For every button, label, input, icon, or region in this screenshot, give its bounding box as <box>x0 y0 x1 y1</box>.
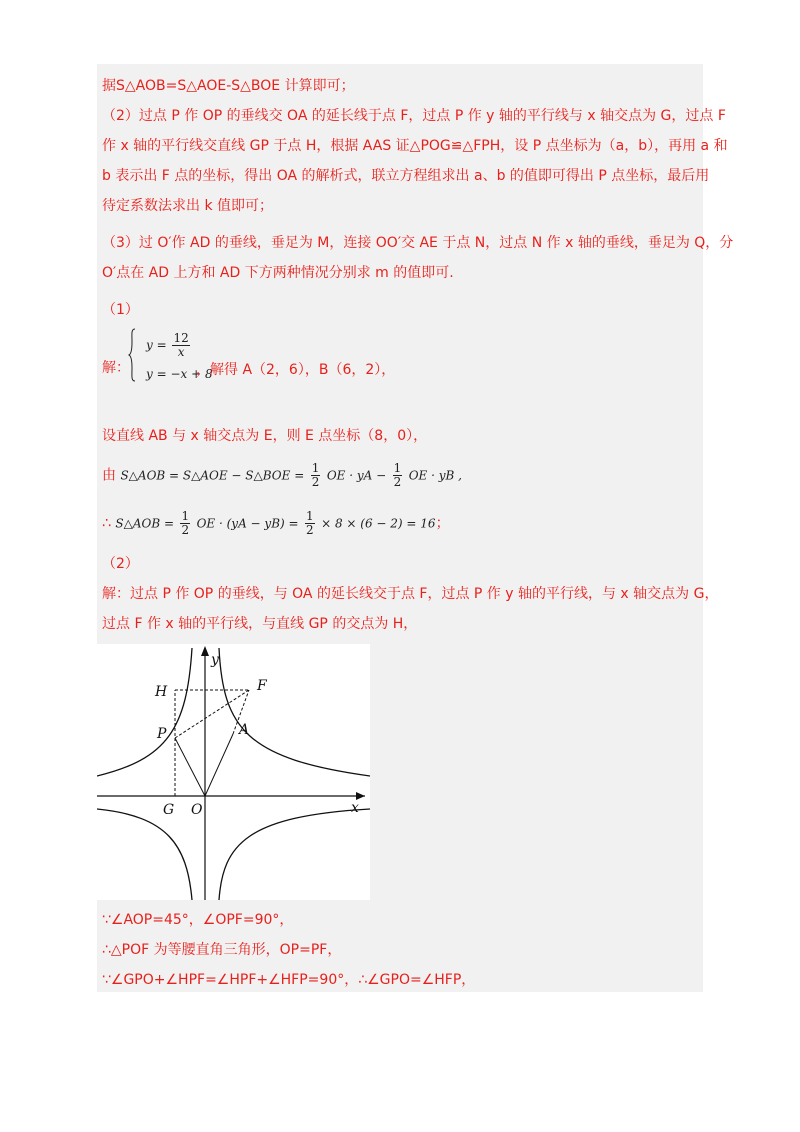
hyperbola-lower-left <box>97 809 192 900</box>
label-P: P <box>157 726 167 742</box>
x-axis-arrow-icon <box>356 792 365 800</box>
text-line-8: （1） <box>102 302 139 318</box>
text-line-6: （3）过 O′作 AD 的垂线，垂足为 M，连接 OO′交 AE 于点 N，过点 N 作 x 轴的垂线，垂足为 Q，分 <box>102 235 734 251</box>
equation-1: y = $\frac{12}{x}$ <box>146 331 189 359</box>
solution-result: ，解得 A（2，6），B（6，2）， <box>196 362 396 378</box>
text-line-13: （2） <box>102 556 139 572</box>
label-A: A <box>239 722 250 738</box>
text-line-1: 据S△AOB=S△AOE-S△BOE 计算即可； <box>102 78 355 94</box>
solution-prefix: 解： <box>102 360 130 376</box>
y-axis-arrow-icon <box>201 646 209 656</box>
label-F: F <box>257 678 267 694</box>
text-line-7: O′点在 AD 上方和 AD 下方两种情况分别求 m 的值即可. <box>102 265 454 281</box>
label-y: y <box>211 652 219 668</box>
text-line-16: ∵∠AOP=45°，∠OPF=90°， <box>102 912 294 928</box>
text-line-18: ∵∠GPO+∠HPF=∠HPF+∠HFP=90°，∴∠GPO=∠HFP， <box>102 972 476 988</box>
segment-OP <box>175 738 205 796</box>
hyperbola-upper-left <box>97 648 192 776</box>
text-line-17: ∴△POF 为等腰直角三角形，OP=PF， <box>102 942 342 958</box>
text-line-15: 过点 F 作 x 轴的平行线，与直线 GP 的交点为 H， <box>102 616 418 632</box>
brace-icon <box>128 328 136 382</box>
hyperbola-upper-right <box>219 648 370 776</box>
geometry-figure <box>97 644 370 900</box>
text-line-5: 待定系数法求出 k 值即可； <box>102 198 274 214</box>
hyperbola-lower-right <box>219 809 370 900</box>
area-equation-1: 由 S△AOB = S△AOE − S△BOE = $\frac{1}{2}$ OE · yA − $\frac{1}{2}$ OE · yB , <box>102 461 462 489</box>
text-line-2: （2）过点 P 作 OP 的垂线交 OA 的延长线于点 F，过点 P 作 y 轴的平行线与 x 轴交点为 G，过点 F <box>102 108 726 124</box>
segment-OA <box>205 734 233 796</box>
label-O: O <box>191 802 203 818</box>
text-line-3: 作 x 轴的平行线交直线 GP 于点 H，根据 AAS 证△POG≌△FPH，设 P 点坐标为（a，b），再用 a 和 <box>102 138 728 154</box>
area-equation-2: ∴ S△AOB = $\frac{1}{2}$ OE · (yA − yB) = $\frac{1}{2}$ × 8 × (6 − 2) = 16； <box>102 509 450 537</box>
text-line-14: 解：过点 P 作 OP 的垂线，与 OA 的延长线交于点 F，过点 P 作 y 轴的平行线，与 x 轴交点为 G， <box>102 586 719 602</box>
label-G: G <box>163 802 175 818</box>
label-x: x <box>351 800 359 816</box>
equation-2: y = −x + 8 <box>146 367 213 381</box>
text-line-10: 设直线 AB 与 x 轴交点为 E，则 E 点坐标（8，0）， <box>102 428 428 444</box>
label-H: H <box>155 684 168 700</box>
text-line-4: b 表示出 F 点的坐标，得出 OA 的解析式，联立方程组求出 a、b 的值即可得出 P 点坐标，最后用 <box>102 168 710 184</box>
